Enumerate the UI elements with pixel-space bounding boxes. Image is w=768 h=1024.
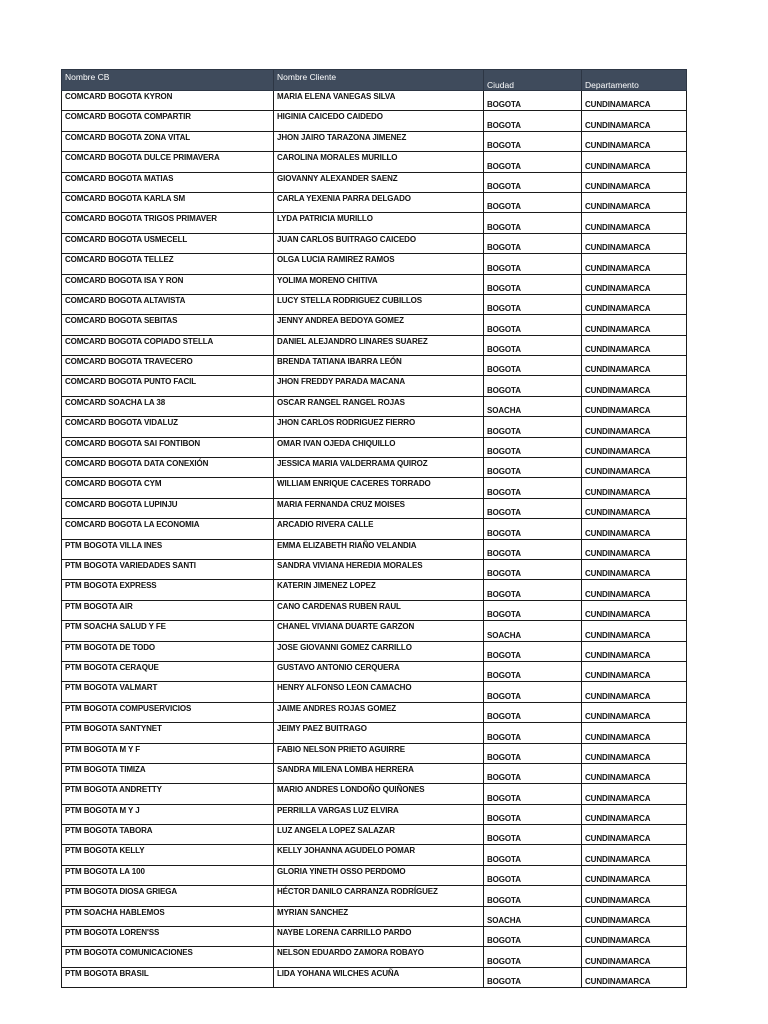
cell-nombre-cb[interactable]: PTM BOGOTA COMUNICACIONES	[62, 947, 274, 967]
cell-departamento[interactable]: CUNDINAMARCA	[582, 947, 687, 967]
table-row	[62, 172, 687, 192]
cell-departamento[interactable]: CUNDINAMARCA	[582, 498, 687, 518]
cell-ciudad[interactable]: BOGOTA	[484, 723, 582, 743]
cell-nombre-cliente[interactable]: DANIEL ALEJANDRO LINARES SUAREZ	[274, 335, 484, 355]
table-row	[62, 396, 687, 416]
cell-nombre-cliente[interactable]: BRENDA TATIANA IBARRA LEÓN	[274, 356, 484, 376]
cell-nombre-cb[interactable]: PTM BOGOTA VILLA INES	[62, 539, 274, 559]
cell-departamento[interactable]: CUNDINAMARCA	[582, 580, 687, 600]
cell-departamento[interactable]: CUNDINAMARCA	[582, 152, 687, 172]
cell-departamento[interactable]: CUNDINAMARCA	[582, 559, 687, 579]
cell-ciudad[interactable]: BOGOTA	[484, 580, 582, 600]
cell-nombre-cliente[interactable]: SANDRA VIVIANA HEREDIA MORALES	[274, 559, 484, 579]
table-row	[62, 947, 687, 967]
table-row	[62, 580, 687, 600]
cell-ciudad[interactable]: BOGOTA	[484, 152, 582, 172]
cell-departamento[interactable]: CUNDINAMARCA	[582, 335, 687, 355]
cell-nombre-cliente[interactable]: ARCADIO RIVERA CALLE	[274, 519, 484, 539]
cell-nombre-cb[interactable]: COMCARD BOGOTA TRAVECERO	[62, 356, 274, 376]
cell-ciudad[interactable]: BOGOTA	[484, 131, 582, 151]
cell-departamento[interactable]: CUNDINAMARCA	[582, 927, 687, 947]
table-row	[62, 784, 687, 804]
table-row	[62, 152, 687, 172]
cell-nombre-cb[interactable]: COMCARD BOGOTA ALTAVISTA	[62, 294, 274, 314]
table-row	[62, 376, 687, 396]
cell-nombre-cliente[interactable]: OLGA LUCIA RAMIREZ RAMOS	[274, 254, 484, 274]
cell-departamento[interactable]: CUNDINAMARCA	[582, 825, 687, 845]
table-row	[62, 641, 687, 661]
table-row	[62, 213, 687, 233]
cell-nombre-cliente[interactable]: LUZ ANGELA LOPEZ SALAZAR	[274, 825, 484, 845]
table-row	[62, 478, 687, 498]
cell-ciudad[interactable]: BOGOTA	[484, 927, 582, 947]
table-row	[62, 927, 687, 947]
cell-ciudad[interactable]: BOGOTA	[484, 804, 582, 824]
cell-nombre-cb[interactable]: COMCARD BOGOTA LUPINJU	[62, 498, 274, 518]
cell-ciudad[interactable]: BOGOTA	[484, 233, 582, 253]
table-row	[62, 233, 687, 253]
cell-nombre-cb[interactable]: COMCARD BOGOTA ZONA VITAL	[62, 131, 274, 151]
table-row	[62, 294, 687, 314]
cell-departamento[interactable]: CUNDINAMARCA	[582, 784, 687, 804]
cell-departamento[interactable]: CUNDINAMARCA	[582, 294, 687, 314]
cell-nombre-cb[interactable]: PTM BOGOTA CERAQUE	[62, 661, 274, 681]
table-row	[62, 498, 687, 518]
cell-departamento[interactable]: CUNDINAMARCA	[582, 763, 687, 783]
cell-departamento[interactable]: CUNDINAMARCA	[582, 519, 687, 539]
cell-nombre-cliente[interactable]: JHON FREDDY PARADA MACANA	[274, 376, 484, 396]
table-row	[62, 437, 687, 457]
table-row	[62, 458, 687, 478]
cell-departamento[interactable]: CUNDINAMARCA	[582, 600, 687, 620]
cell-departamento[interactable]: CUNDINAMARCA	[582, 458, 687, 478]
cell-nombre-cb[interactable]: PTM BOGOTA AIR	[62, 600, 274, 620]
cell-departamento[interactable]: CUNDINAMARCA	[582, 539, 687, 559]
cell-ciudad[interactable]: BOGOTA	[484, 111, 582, 131]
cell-ciudad[interactable]: BOGOTA	[484, 254, 582, 274]
cell-nombre-cliente[interactable]: YOLIMA MORENO CHITIVA	[274, 274, 484, 294]
cell-nombre-cliente[interactable]: CARLA YEXENIA PARRA DELGADO	[274, 192, 484, 212]
cell-nombre-cliente[interactable]: LIDA YOHANA WILCHES ACUÑA	[274, 967, 484, 987]
cell-nombre-cb[interactable]: COMCARD BOGOTA CYM	[62, 478, 274, 498]
cell-ciudad[interactable]: BOGOTA	[484, 458, 582, 478]
cell-nombre-cb[interactable]: COMCARD BOGOTA TRIGOS PRIMAVER	[62, 213, 274, 233]
cell-departamento[interactable]: CUNDINAMARCA	[582, 172, 687, 192]
cell-ciudad[interactable]: BOGOTA	[484, 315, 582, 335]
table-row	[62, 886, 687, 906]
table-row	[62, 192, 687, 212]
cell-nombre-cb[interactable]: PTM SOACHA SALUD Y FE	[62, 621, 274, 641]
cell-departamento[interactable]: CUNDINAMARCA	[582, 865, 687, 885]
cell-ciudad[interactable]: BOGOTA	[484, 559, 582, 579]
cell-nombre-cb[interactable]: COMCARD BOGOTA VIDALUZ	[62, 417, 274, 437]
cell-ciudad[interactable]: BOGOTA	[484, 172, 582, 192]
cell-nombre-cliente[interactable]: EMMA ELIZABETH RIAÑO VELANDIA	[274, 539, 484, 559]
cell-departamento[interactable]: CUNDINAMARCA	[582, 111, 687, 131]
table-row	[62, 254, 687, 274]
cell-nombre-cliente[interactable]: NELSON EDUARDO ZAMORA ROBAYO	[274, 947, 484, 967]
table-row	[62, 825, 687, 845]
cell-ciudad[interactable]: BOGOTA	[484, 417, 582, 437]
cell-nombre-cliente[interactable]: MARIO ANDRES LONDOÑO QUIÑONES	[274, 784, 484, 804]
cell-ciudad[interactable]: BOGOTA	[484, 213, 582, 233]
cell-ciudad[interactable]: BOGOTA	[484, 702, 582, 722]
cell-departamento[interactable]: CUNDINAMARCA	[582, 886, 687, 906]
table-row	[62, 417, 687, 437]
cell-nombre-cb[interactable]: COMCARD BOGOTA SEBITAS	[62, 315, 274, 335]
cell-nombre-cb[interactable]: PTM BOGOTA ANDRETTY	[62, 784, 274, 804]
cell-ciudad[interactable]: BOGOTA	[484, 763, 582, 783]
cell-nombre-cliente[interactable]: MYRIAN SANCHEZ	[274, 906, 484, 926]
cell-departamento[interactable]: CUNDINAMARCA	[582, 478, 687, 498]
cell-nombre-cb[interactable]: COMCARD BOGOTA COMPARTIR	[62, 111, 274, 131]
cell-nombre-cb[interactable]: PTM BOGOTA TABORA	[62, 825, 274, 845]
cell-departamento[interactable]: CUNDINAMARCA	[582, 254, 687, 274]
cell-departamento[interactable]: CUNDINAMARCA	[582, 315, 687, 335]
table-row	[62, 702, 687, 722]
cell-nombre-cb[interactable]: COMCARD BOGOTA LA ECONOMIA	[62, 519, 274, 539]
cell-departamento[interactable]: CUNDINAMARCA	[582, 682, 687, 702]
cell-departamento[interactable]: CUNDINAMARCA	[582, 396, 687, 416]
cell-nombre-cb[interactable]: PTM BOGOTA DE TODO	[62, 641, 274, 661]
cell-nombre-cb[interactable]: COMCARD BOGOTA TELLEZ	[62, 254, 274, 274]
cell-ciudad[interactable]: BOGOTA	[484, 865, 582, 885]
cell-nombre-cb[interactable]: COMCARD BOGOTA MATIAS	[62, 172, 274, 192]
cell-departamento[interactable]: CUNDINAMARCA	[582, 845, 687, 865]
cell-ciudad[interactable]: BOGOTA	[484, 519, 582, 539]
cell-nombre-cb[interactable]: PTM BOGOTA LOREN'SS	[62, 927, 274, 947]
cell-departamento[interactable]: CUNDINAMARCA	[582, 621, 687, 641]
cell-departamento[interactable]: CUNDINAMARCA	[582, 356, 687, 376]
cell-nombre-cliente[interactable]: JESSICA MARIA VALDERRAMA QUIROZ	[274, 458, 484, 478]
cell-departamento[interactable]: CUNDINAMARCA	[582, 274, 687, 294]
table-row	[62, 621, 687, 641]
cell-nombre-cliente[interactable]: CAROLINA MORALES MURILLO	[274, 152, 484, 172]
cell-departamento[interactable]: CUNDINAMARCA	[582, 213, 687, 233]
table-row	[62, 600, 687, 620]
table-row	[62, 111, 687, 131]
cell-departamento[interactable]: CUNDINAMARCA	[582, 967, 687, 987]
cell-nombre-cb[interactable]: COMCARD BOGOTA DULCE PRIMAVERA	[62, 152, 274, 172]
table-row	[62, 743, 687, 763]
table-row	[62, 274, 687, 294]
table-row	[62, 315, 687, 335]
cell-nombre-cliente[interactable]: CHANEL VIVIANA DUARTE GARZON	[274, 621, 484, 641]
cell-nombre-cb[interactable]: COMCARD SOACHA LA 38	[62, 396, 274, 416]
table-row	[62, 519, 687, 539]
cell-nombre-cb[interactable]: PTM BOGOTA SANTYNET	[62, 723, 274, 743]
cell-ciudad[interactable]: BOGOTA	[484, 356, 582, 376]
table-row	[62, 763, 687, 783]
cell-nombre-cb[interactable]: PTM BOGOTA TIMIZA	[62, 763, 274, 783]
table-row	[62, 356, 687, 376]
header-nombre-cliente[interactable]: Nombre Cliente	[274, 70, 484, 91]
cell-nombre-cliente[interactable]: JENNY ANDREA BEDOYA GOMEZ	[274, 315, 484, 335]
cell-nombre-cb[interactable]: PTM BOGOTA EXPRESS	[62, 580, 274, 600]
cell-nombre-cb[interactable]: PTM BOGOTA COMPUSERVICIOS	[62, 702, 274, 722]
table-row	[62, 682, 687, 702]
cell-nombre-cb[interactable]: COMCARD BOGOTA DATA CONEXIÓN	[62, 458, 274, 478]
cell-nombre-cliente[interactable]: SANDRA MILENA LOMBA HERRERA	[274, 763, 484, 783]
cell-nombre-cb[interactable]: COMCARD BOGOTA USMECELL	[62, 233, 274, 253]
cell-ciudad[interactable]: BOGOTA	[484, 682, 582, 702]
cell-ciudad[interactable]: BOGOTA	[484, 845, 582, 865]
cell-ciudad[interactable]: BOGOTA	[484, 539, 582, 559]
table-row	[62, 845, 687, 865]
cell-ciudad[interactable]: SOACHA	[484, 906, 582, 926]
cell-ciudad[interactable]: BOGOTA	[484, 91, 582, 111]
cell-departamento[interactable]: CUNDINAMARCA	[582, 131, 687, 151]
header-departamento[interactable]: Departamento	[582, 70, 687, 91]
cell-nombre-cliente[interactable]: HENRY ALFONSO LEON CAMACHO	[274, 682, 484, 702]
table-row	[62, 539, 687, 559]
cell-nombre-cb[interactable]: PTM BOGOTA VARIEDADES SANTI	[62, 559, 274, 579]
cell-departamento[interactable]: CUNDINAMARCA	[582, 233, 687, 253]
cell-ciudad[interactable]: BOGOTA	[484, 743, 582, 763]
cell-departamento[interactable]: CUNDINAMARCA	[582, 417, 687, 437]
cell-nombre-cb[interactable]: COMCARD BOGOTA KARLA SM	[62, 192, 274, 212]
table-row	[62, 661, 687, 681]
cell-departamento[interactable]: CUNDINAMARCA	[582, 702, 687, 722]
cell-nombre-cliente[interactable]: OSCAR RANGEL RANGEL ROJAS	[274, 396, 484, 416]
cell-ciudad[interactable]: SOACHA	[484, 621, 582, 641]
cell-departamento[interactable]: CUNDINAMARCA	[582, 192, 687, 212]
cell-nombre-cliente[interactable]: NAYBE LORENA CARRILLO PARDO	[274, 927, 484, 947]
cell-nombre-cb[interactable]: COMCARD BOGOTA ISA Y RON	[62, 274, 274, 294]
cell-nombre-cliente[interactable]: CANO CARDENAS RUBEN RAUL	[274, 600, 484, 620]
cell-nombre-cb[interactable]: COMCARD BOGOTA SAI FONTIBON	[62, 437, 274, 457]
cell-ciudad[interactable]: BOGOTA	[484, 825, 582, 845]
cell-ciudad[interactable]: BOGOTA	[484, 947, 582, 967]
cell-nombre-cb[interactable]: PTM BOGOTA LA 100	[62, 865, 274, 885]
cell-departamento[interactable]: CUNDINAMARCA	[582, 723, 687, 743]
table-row	[62, 804, 687, 824]
cell-departamento[interactable]: CUNDINAMARCA	[582, 804, 687, 824]
table-row	[62, 131, 687, 151]
cell-nombre-cliente[interactable]: GIOVANNY ALEXANDER SAENZ	[274, 172, 484, 192]
cell-ciudad[interactable]: BOGOTA	[484, 192, 582, 212]
cell-nombre-cliente[interactable]: KELLY JOHANNA AGUDELO POMAR	[274, 845, 484, 865]
cell-nombre-cliente[interactable]: LYDA PATRICIA MURILLO	[274, 213, 484, 233]
cell-nombre-cb[interactable]: PTM SOACHA HABLEMOS	[62, 906, 274, 926]
cell-nombre-cliente[interactable]: WILLIAM ENRIQUE CACERES TORRADO	[274, 478, 484, 498]
cell-nombre-cliente[interactable]: HIGINIA CAICEDO CAIDEDO	[274, 111, 484, 131]
cell-nombre-cliente[interactable]: PERRILLA VARGAS LUZ ELVIRA	[274, 804, 484, 824]
cell-departamento[interactable]: CUNDINAMARCA	[582, 641, 687, 661]
cell-ciudad[interactable]: BOGOTA	[484, 376, 582, 396]
cell-ciudad[interactable]: BOGOTA	[484, 886, 582, 906]
cell-departamento[interactable]: CUNDINAMARCA	[582, 743, 687, 763]
cell-nombre-cb[interactable]: PTM BOGOTA KELLY	[62, 845, 274, 865]
cell-ciudad[interactable]: BOGOTA	[484, 437, 582, 457]
cell-ciudad[interactable]: BOGOTA	[484, 784, 582, 804]
cell-departamento[interactable]: CUNDINAMARCA	[582, 91, 687, 111]
cell-nombre-cliente[interactable]: KATERIN JIMENEZ LOPEZ	[274, 580, 484, 600]
cell-nombre-cliente[interactable]: OMAR IVAN OJEDA CHIQUILLO	[274, 437, 484, 457]
cell-nombre-cliente[interactable]: JUAN CARLOS BUITRAGO CAICEDO	[274, 233, 484, 253]
header-nombre-cb[interactable]: Nombre CB	[62, 70, 274, 91]
cell-nombre-cliente[interactable]: GUSTAVO ANTONIO CERQUERA	[274, 661, 484, 681]
table-row	[62, 865, 687, 885]
cell-nombre-cb[interactable]: COMCARD BOGOTA KYRON	[62, 91, 274, 111]
table-row	[62, 967, 687, 987]
cell-nombre-cliente[interactable]: JHON CARLOS RODRIGUEZ FIERRO	[274, 417, 484, 437]
cell-nombre-cliente[interactable]: LUCY STELLA RODRIGUEZ CUBILLOS	[274, 294, 484, 314]
clients-table	[61, 69, 687, 988]
cell-nombre-cb[interactable]: PTM BOGOTA DIOSA GRIEGA	[62, 886, 274, 906]
cell-nombre-cliente[interactable]: JEIMY PAEZ BUITRAGO	[274, 723, 484, 743]
cell-departamento[interactable]: CUNDINAMARCA	[582, 376, 687, 396]
cell-nombre-cliente[interactable]: HÉCTOR DANILO CARRANZA RODRÍGUEZ	[274, 886, 484, 906]
cell-ciudad[interactable]: BOGOTA	[484, 274, 582, 294]
cell-nombre-cliente[interactable]: MARIA FERNANDA CRUZ MOISES	[274, 498, 484, 518]
table-row	[62, 906, 687, 926]
cell-nombre-cliente[interactable]: JAIME ANDRES ROJAS GOMEZ	[274, 702, 484, 722]
cell-departamento[interactable]: CUNDINAMARCA	[582, 437, 687, 457]
cell-nombre-cb[interactable]: PTM BOGOTA M Y J	[62, 804, 274, 824]
cell-nombre-cliente[interactable]: JHON JAIRO TARAZONA JIMENEZ	[274, 131, 484, 151]
cell-nombre-cb[interactable]: PTM BOGOTA M Y F	[62, 743, 274, 763]
table-body	[62, 91, 687, 988]
cell-departamento[interactable]: CUNDINAMARCA	[582, 906, 687, 926]
table-row	[62, 723, 687, 743]
cell-nombre-cliente[interactable]: FABIO NELSON PRIETO AGUIRRE	[274, 743, 484, 763]
cell-nombre-cb[interactable]: PTM BOGOTA BRASIL	[62, 967, 274, 987]
cell-nombre-cliente[interactable]: JOSE GIOVANNI GOMEZ CARRILLO	[274, 641, 484, 661]
cell-ciudad[interactable]: BOGOTA	[484, 335, 582, 355]
cell-nombre-cb[interactable]: PTM BOGOTA VALMART	[62, 682, 274, 702]
cell-ciudad[interactable]: BOGOTA	[484, 641, 582, 661]
table-header-row	[62, 70, 687, 91]
table-row	[62, 91, 687, 111]
table-row	[62, 559, 687, 579]
cell-ciudad[interactable]: BOGOTA	[484, 478, 582, 498]
cell-nombre-cb[interactable]: COMCARD BOGOTA COPIADO STELLA	[62, 335, 274, 355]
header-ciudad[interactable]: Ciudad	[484, 70, 582, 91]
cell-ciudad[interactable]: BOGOTA	[484, 498, 582, 518]
cell-ciudad[interactable]: BOGOTA	[484, 600, 582, 620]
cell-ciudad[interactable]: BOGOTA	[484, 967, 582, 987]
cell-nombre-cb[interactable]: COMCARD BOGOTA PUNTO FACIL	[62, 376, 274, 396]
table-row	[62, 335, 687, 355]
cell-ciudad[interactable]: SOACHA	[484, 396, 582, 416]
cell-ciudad[interactable]: BOGOTA	[484, 294, 582, 314]
cell-nombre-cliente[interactable]: GLORIA YINETH OSSO PERDOMO	[274, 865, 484, 885]
cell-nombre-cliente[interactable]: MARIA ELENA VANEGAS SILVA	[274, 91, 484, 111]
cell-ciudad[interactable]: BOGOTA	[484, 661, 582, 681]
cell-departamento[interactable]: CUNDINAMARCA	[582, 661, 687, 681]
